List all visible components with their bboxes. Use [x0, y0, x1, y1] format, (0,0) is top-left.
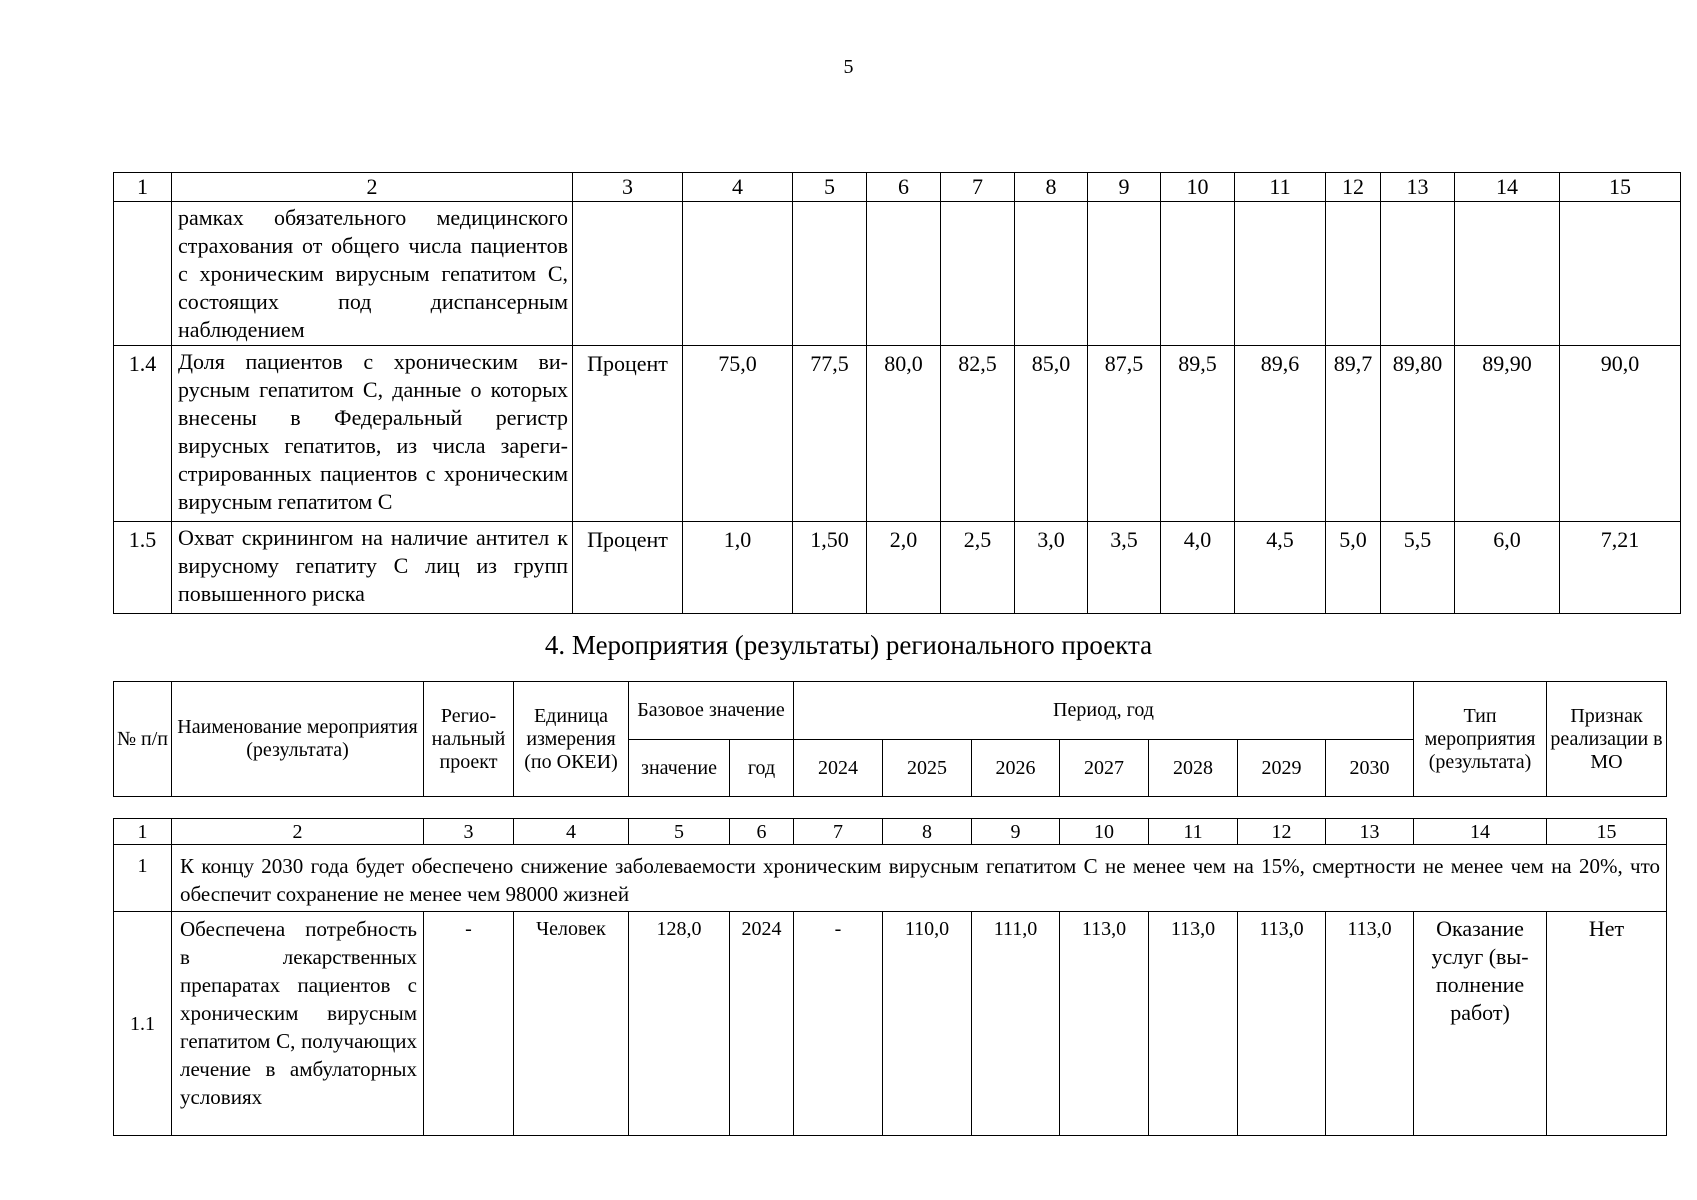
col-header-mo: Признак реализации в МО: [1547, 682, 1667, 797]
header-cell: 2: [172, 173, 573, 202]
header-cell: 11: [1235, 173, 1326, 202]
value-cell: [941, 202, 1015, 346]
value-cell: 75,0: [683, 346, 793, 522]
col-header-num: № п/п: [114, 682, 172, 797]
value-cell: 89,80: [1381, 346, 1455, 522]
value-cell: 113,0: [1060, 912, 1149, 1136]
value-cell: 89,7: [1326, 346, 1381, 522]
value-cell: 7,21: [1560, 522, 1681, 614]
value-cell: [1015, 202, 1088, 346]
value-cell: 113,0: [1149, 912, 1238, 1136]
value-cell: 2,0: [867, 522, 941, 614]
unit-cell: Процент: [573, 346, 683, 522]
unit-cell: Человек: [514, 912, 629, 1136]
header-cell: 1: [114, 819, 172, 845]
header-cell: 10: [1060, 819, 1149, 845]
value-cell: 5,5: [1381, 522, 1455, 614]
header-cell: 5: [629, 819, 730, 845]
header-cell: 1: [114, 173, 172, 202]
year-header: 2030: [1326, 740, 1414, 797]
header-cell: 10: [1161, 173, 1235, 202]
header-cell: 12: [1238, 819, 1326, 845]
header-cell: 12: [1326, 173, 1381, 202]
value-cell: 3,0: [1015, 522, 1088, 614]
value-cell: [1381, 202, 1455, 346]
value-cell: 1,50: [793, 522, 867, 614]
year-header: 2024: [794, 740, 883, 797]
value-cell: 80,0: [867, 346, 941, 522]
value-cell: [1560, 202, 1681, 346]
indicators-table: [113, 172, 1681, 614]
header-cell: 9: [1088, 173, 1161, 202]
year-header: 2025: [883, 740, 972, 797]
value-cell: [683, 202, 793, 346]
goal-text: К концу 2030 года будет обеспечено снижение заболеваемости хроническим вирусным гепатитом С не менее чем на 15%, смертности не менее чем на 20%, что обеспечит сохранение не менее чем 98000 жизней: [172, 845, 1667, 912]
value-cell: 90,0: [1560, 346, 1681, 522]
value-cell: [867, 202, 941, 346]
value-cell: 89,6: [1235, 346, 1326, 522]
activity-name: Обеспечена потребность в лекарственных препаратах пациентов с хроническим вирусным гепатитом С, получающих лечение в амбулаторных условиях: [172, 912, 424, 1136]
value-cell: [1088, 202, 1161, 346]
header-cell: 6: [730, 819, 794, 845]
value-cell: 1,0: [683, 522, 793, 614]
base-value-cell: 128,0: [629, 912, 730, 1136]
value-cell: [1235, 202, 1326, 346]
header-cell: 13: [1326, 819, 1414, 845]
header-cell: 6: [867, 173, 941, 202]
table-row: [114, 912, 1667, 1136]
goal-row: [114, 845, 1667, 912]
mo-flag-cell: Нет: [1547, 912, 1667, 1136]
header-cell: 11: [1149, 819, 1238, 845]
value-cell: 6,0: [1455, 522, 1560, 614]
row-number: [114, 202, 172, 346]
value-cell: 2,5: [941, 522, 1015, 614]
col-header-name: Наименование мероприятия (результата): [172, 682, 424, 797]
value-cell: 89,90: [1455, 346, 1560, 522]
col-header-unit: Единица измерения (по ОКЕИ): [514, 682, 629, 797]
header-cell: 14: [1455, 173, 1560, 202]
col-header-period: Период, год: [794, 682, 1414, 740]
header-cell: 9: [972, 819, 1060, 845]
activities-header-row: [114, 819, 1667, 845]
value-cell: 77,5: [793, 346, 867, 522]
header-cell: 3: [424, 819, 514, 845]
header-cell: 4: [683, 173, 793, 202]
value-cell: 89,5: [1161, 346, 1235, 522]
value-cell: [1455, 202, 1560, 346]
header-cell: 8: [1015, 173, 1088, 202]
value-cell: [1161, 202, 1235, 346]
col-header-base-year: год: [730, 740, 794, 797]
value-cell: 85,0: [1015, 346, 1088, 522]
row-number: 1.4: [114, 346, 172, 522]
project-cell: -: [424, 912, 514, 1136]
header-cell: 2: [172, 819, 424, 845]
value-cell: -: [794, 912, 883, 1136]
header-cell: 7: [941, 173, 1015, 202]
goal-number: 1: [114, 845, 172, 912]
col-header-project: Региональный проект: [424, 682, 514, 797]
activities-header-table: [113, 681, 1667, 797]
col-header-base-value: значение: [629, 740, 730, 797]
activity-type-cell: Оказание услуг (выполнение работ): [1414, 912, 1547, 1136]
row-number: 1.1: [114, 912, 172, 1136]
year-header: 2029: [1238, 740, 1326, 797]
activities-table: [113, 818, 1667, 1136]
indicator-name: рамках обязательного медицинского страхования от общего числа пациентов с хроническим вирусным гепатитом С, состоящих под диспансерным наблюдением: [172, 202, 573, 346]
header-cell: 15: [1560, 173, 1681, 202]
col-header-type: Тип мероприятия (результата): [1414, 682, 1547, 797]
header-cell: 7: [794, 819, 883, 845]
header-cell: 4: [514, 819, 629, 845]
unit-cell: Процент: [573, 522, 683, 614]
table-row: [114, 202, 1681, 346]
table-row: [114, 522, 1681, 614]
table-row: [114, 346, 1681, 522]
unit-cell: [573, 202, 683, 346]
header-cell: 3: [573, 173, 683, 202]
value-cell: 110,0: [883, 912, 972, 1136]
value-cell: 5,0: [1326, 522, 1381, 614]
header-cell: 5: [793, 173, 867, 202]
year-header: 2026: [972, 740, 1060, 797]
header-cell: 8: [883, 819, 972, 845]
value-cell: 113,0: [1326, 912, 1414, 1136]
page-number: 5: [843, 56, 854, 78]
year-header: 2028: [1149, 740, 1238, 797]
section-title: 4. Мероприятия (результаты) регионального проекта: [544, 630, 1153, 660]
value-cell: 82,5: [941, 346, 1015, 522]
value-cell: 3,5: [1088, 522, 1161, 614]
value-cell: 111,0: [972, 912, 1060, 1136]
base-year-cell: 2024: [730, 912, 794, 1136]
value-cell: 4,5: [1235, 522, 1326, 614]
header-cell: 14: [1414, 819, 1547, 845]
year-header: 2027: [1060, 740, 1149, 797]
value-cell: 113,0: [1238, 912, 1326, 1136]
header-cell: 13: [1381, 173, 1455, 202]
header-cell: 15: [1547, 819, 1667, 845]
indicator-name: Доля пациентов с хроническим вирусным гепатитом С, данные о которых внесены в Федеральный регистр вирусных гепатитов, из числа зарегистрированных пациентов с хроническим вирусным гепатитом С: [172, 346, 573, 522]
indicator-name: Охват скринингом на наличие антител к вирусному гепатиту С лиц из групп повышенного риска: [172, 522, 573, 614]
indicators-header-row: [114, 173, 1681, 202]
value-cell: [1326, 202, 1381, 346]
value-cell: 4,0: [1161, 522, 1235, 614]
value-cell: 87,5: [1088, 346, 1161, 522]
col-header-base: Базовое значение: [629, 682, 794, 740]
value-cell: [793, 202, 867, 346]
row-number: 1.5: [114, 522, 172, 614]
